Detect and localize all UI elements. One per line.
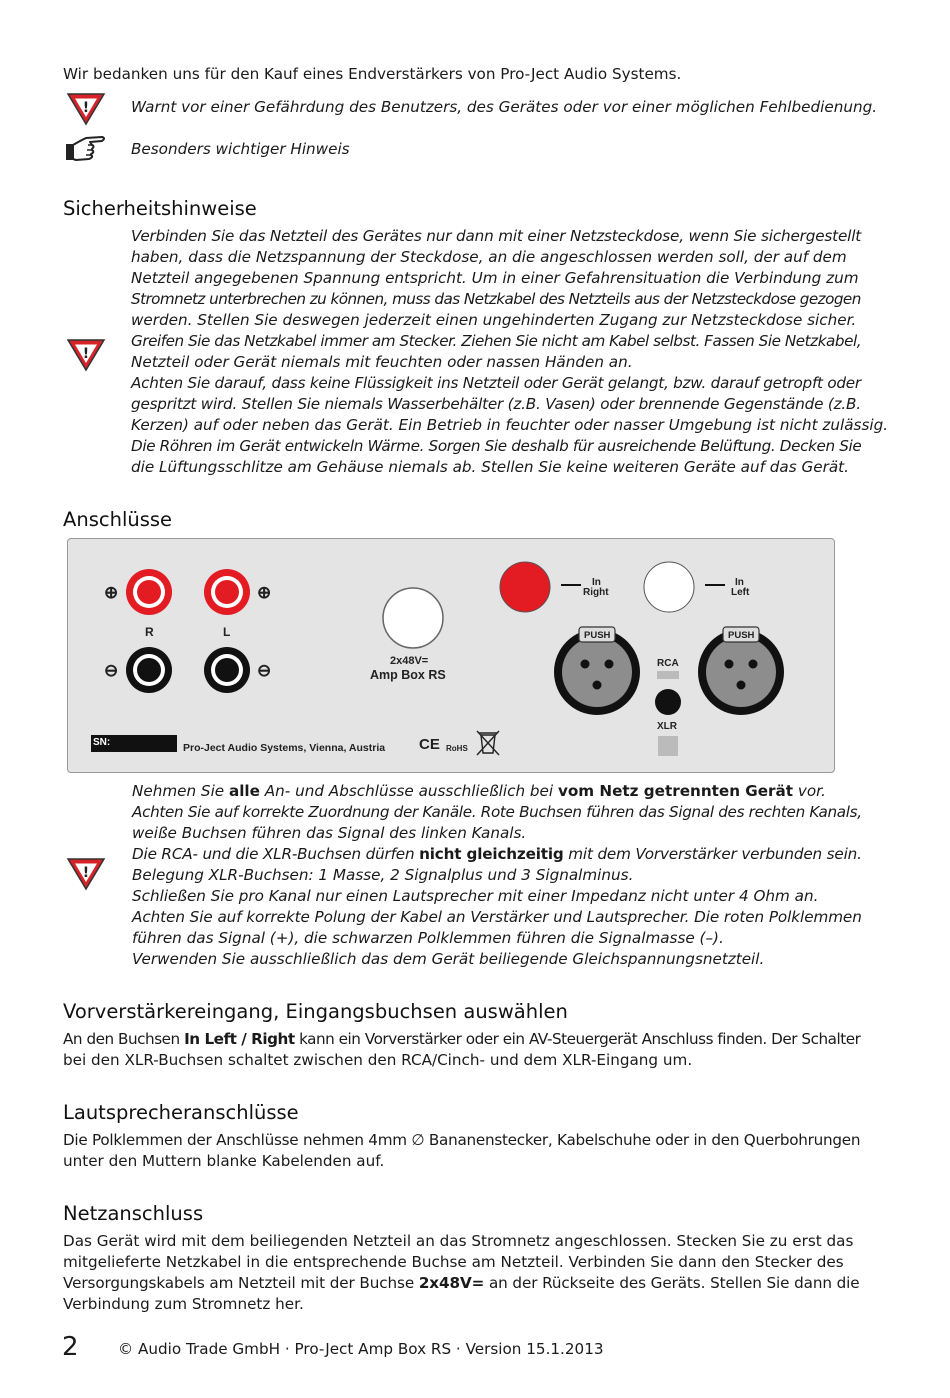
safety-line: Netzteil oder Gerät niemals mit feuchten oder nassen Händen an. [131,353,633,371]
power-socket [383,588,443,648]
terminal-right-minus [126,647,172,693]
note-line: Nehmen Sie alle An- und Abschlüsse ausschließlich bei vom Netz getrennten Gerät vor. [132,782,826,800]
terminal-left-plus [204,569,250,615]
svg-text:!: ! [82,865,90,881]
heading-power: Netzanschluss [63,1202,204,1225]
page-number: 2 [62,1332,79,1362]
safety-line: Kerzen) auf oder neben das Gerät. Ein Betrieb in feuchter oder nasser Umgebung ist nicht zulässig. [131,416,889,434]
warning-triangle-icon [66,92,106,126]
connection-notes [132,781,862,970]
heading-speakers: Lautsprecheranschlüsse [63,1101,299,1124]
note-line: Belegung XLR-Buchsen: 1 Masse, 2 Signalplus und 3 Signalminus. [132,866,634,884]
terminal-right-plus [126,569,172,615]
xlr-label: XLR [657,721,677,732]
serial-number-label: SN: [93,737,111,748]
pointing-hand-icon [64,131,108,167]
speakers-text [63,1130,860,1172]
svg-text:!: ! [82,346,90,362]
speakers-line: unter den Muttern blanke Kabelenden auf. [63,1152,385,1170]
note-line: Die RCA- und die XLR-Buchsen dürfen nicht gleichzeitig mit dem Vorverstärker verbunden sein. [132,845,862,863]
channel-l-label: L [223,625,231,639]
manufacturer-label: Pro-Ject Audio Systems, Vienna, Austria [183,742,386,754]
footer-text: © Audio Trade GmbH · Pro-Ject Amp Box RS · Version 15.1.2013 [118,1340,604,1358]
safety-line: Greifen Sie das Netzkabel immer am Stecker. Ziehen Sie nicht am Kabel selbst. Fassen Sie Netzkabel, [131,332,862,350]
note-line: Achten Sie auf korrekte Polung der Kabel an Verstärker und Lautsprecher. Die roten Polklemmen [132,908,862,926]
rear-panel-graphic [68,539,834,772]
legend-hint-text: Besonders wichtiger Hinweis [131,140,350,158]
safety-line: die Lüftungsschlitze am Gehäuse niemals ab. Stellen Sie keine weiteren Geräte auf das Gerät. [131,458,849,476]
left-label: Left [731,587,750,598]
rca-label: RCA [657,658,679,669]
rca-input-right [500,562,550,612]
power-line: Das Gerät wird mit dem beiliegenden Netzteil an das Stromnetz angeschlossen. Stecken Sie zu erst das [63,1232,854,1250]
push-label: PUSH [584,630,611,641]
ce-mark: CE [419,736,440,753]
warning-triangle-icon [66,338,106,372]
safety-line: gespritzt wird. Stellen Sie niemals Wasserbehälter (z.B. Vasen) oder brennende Gegenstände (z.B. [131,395,861,413]
safety-line: Verbinden Sie das Netzteil des Gerätes nur dann mit einer Netzsteckdose, wenn Sie sichergestellt [131,227,862,245]
power-line: Verbindung zum Stromnetz her. [63,1295,304,1313]
preamp-text [63,1029,860,1071]
in-label: In [735,577,744,588]
power-line: mitgelieferte Netzkabel in die entsprechende Buchse am Netzteil. Verbinden Sie dann den Stecker des [63,1253,844,1271]
plus-symbol: ⊕ [257,583,272,602]
speakers-line: Die Polklemmen der Anschlüsse nehmen 4mm ∅ Bananenstecker, Kabelschuhe oder in den Querbohrungen [63,1131,861,1149]
rca-xlr-switch [655,671,681,756]
heading-preamp: Vorverstärkereingang, Eingangsbuchsen auswählen [63,1000,568,1023]
in-label: In [592,577,601,588]
model-label: Amp Box RS [370,668,446,682]
rear-panel-diagram [67,538,835,773]
note-line: führen das Signal (+), die schwarzen Polklemmen führen die Signalmasse (–). [132,929,724,947]
safety-line: werden. Stellen Sie deswegen jederzeit einen ungehinderten Zugang zur Netzsteckdose sicher. [131,311,857,329]
rca-input-left [644,562,694,612]
note-line: weiße Buchsen führen das Signal des linken Kanals. [132,824,527,842]
weee-bin-icon [477,731,499,755]
svg-text:!: ! [82,100,90,116]
push-label: PUSH [728,630,755,641]
note-line: Schließen Sie pro Kanal nur einen Lautsprecher mit einer Impedanz nicht unter 4 Ohm an. [132,887,819,905]
power-text [63,1231,860,1315]
plus-symbol: ⊕ [104,583,119,602]
power-voltage-label: 2x48V= [390,655,429,667]
safety-line: Netzteil angegebenen Spannung entspricht. Um in einer Gefahrensituation die Verbindung zum [131,269,859,287]
note-line: Achten Sie auf korrekte Zuordnung der Kanäle. Rote Buchsen führen das Signal des rechten Kanals, [132,803,862,821]
safety-text [131,226,889,478]
channel-r-label: R [145,625,154,639]
preamp-line: An den Buchsen In Left / Right kann ein Vorverstärker oder ein AV-Steuergerät Anschluss finden. Der Schalter [63,1030,861,1048]
safety-line: haben, dass die Netzspannung der Steckdose, an die angeschlossen werden soll, der auf dem [131,248,847,266]
minus-symbol: ⊖ [257,661,272,680]
preamp-line: bei den XLR-Buchsen schaltet zwischen den RCA/Cinch- und dem XLR-Eingang um. [63,1051,693,1069]
safety-line: Achten Sie darauf, dass keine Flüssigkeit ins Netzteil oder Gerät gelangt, bzw. darauf getropft oder [131,374,861,392]
note-line: Verwenden Sie ausschließlich das dem Gerät beiliegende Gleichspannungsnetzteil. [132,950,765,968]
warning-triangle-icon [66,857,106,891]
minus-symbol: ⊖ [104,661,119,680]
safety-line: Die Röhren im Gerät entwickeln Wärme. Sorgen Sie deshalb für ausreichende Belüftung. Decken Sie [131,437,862,455]
heading-connections: Anschlüsse [63,508,173,531]
heading-safety: Sicherheitshinweise [63,197,257,220]
power-line: Versorgungskabels am Netzteil mit der Buchse 2x48V= an der Rückseite des Geräts. Stellen Sie dann die [63,1274,860,1292]
safety-line: Stromnetz unterbrechen zu können, muss das Netzkabel des Netzteils aus der Netzsteckdose gezogen [131,290,861,308]
terminal-left-minus [204,647,250,693]
right-label: Right [583,587,609,598]
legend-warning-text: Warnt vor einer Gefährdung des Benutzers, des Gerätes oder vor einer möglichen Fehlbedienung. [131,98,878,116]
intro-text: Wir bedanken uns für den Kauf eines Endverstärkers von Pro-Ject Audio Systems. [63,65,682,83]
rohs-mark: RoHS [446,744,468,753]
